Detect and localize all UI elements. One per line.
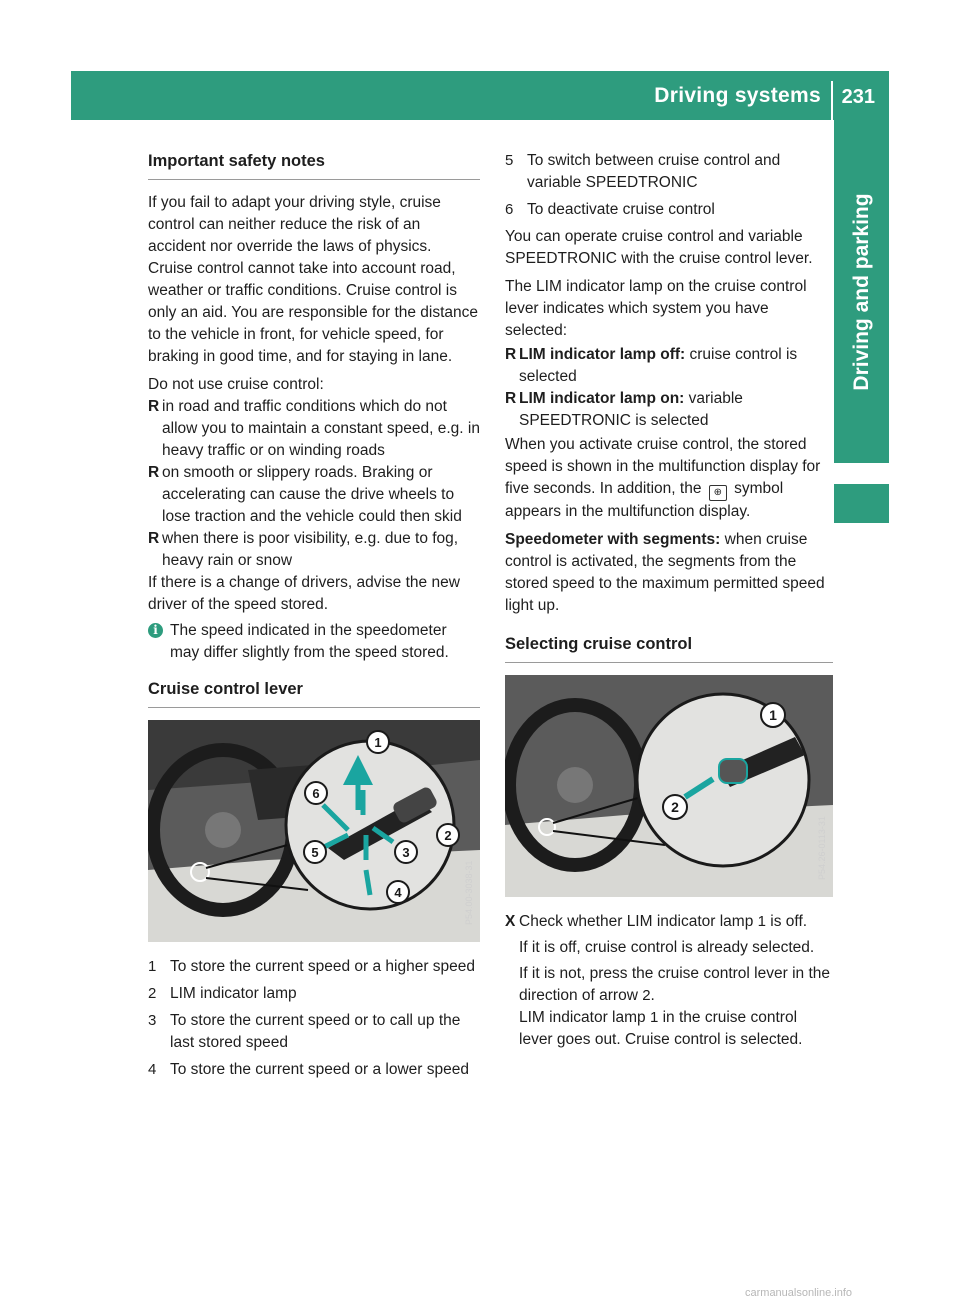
bullet-item: R in road and traffic conditions which do not allow you to maintain a constant speed, e.g. in heavy traffic or on winding roads xyxy=(148,398,480,459)
info-note: i The speed indicated in the speedometer may differ slightly from the speed stored. xyxy=(148,620,480,664)
figure-code: P54.00-3038-31 xyxy=(464,860,474,925)
select-figure xyxy=(505,675,833,897)
select-illustration xyxy=(505,675,833,897)
callout-5: 5 xyxy=(311,845,319,860)
bullet-item: R on smooth or slippery roads. Braking or accelerating can cause the drive wheels to lose traction and the vehicle could then skid xyxy=(148,464,462,525)
figure-code: P54.26-0113-31 xyxy=(817,816,827,880)
callout-4: 4 xyxy=(394,885,402,900)
callout-2: 2 xyxy=(671,799,679,815)
header-separator xyxy=(831,81,833,120)
legend-item: 2 LIM indicator lamp xyxy=(148,985,297,1002)
info-icon: i xyxy=(148,623,163,638)
bullet-item: R LIM indicator lamp off: cruise control is selected xyxy=(505,346,798,385)
legend-item: 3 To store the current speed or to call up the last stored speed xyxy=(148,1012,461,1051)
bullet-item: R LIM indicator lamp on: variable SPEEDTRONIC is selected xyxy=(505,390,743,429)
page-number: 231 xyxy=(841,86,875,108)
lim-paragraph: The LIM indicator lamp on the cruise control lever indicates which system you have selected: xyxy=(505,278,807,339)
right-column xyxy=(505,150,833,1055)
side-tab-label: Driving and parking xyxy=(849,192,873,391)
step-item: X Check whether LIM indicator lamp 1 is off. xyxy=(505,913,808,930)
header-title: Driving systems xyxy=(654,84,821,107)
legend-item: 4 To store the current speed or a lower speed xyxy=(148,1061,469,1078)
speedometer-paragraph: Speedometer with segments: when cruise control is activated, the segments from the stored speed to the maximum permitted speed light up. xyxy=(505,531,825,614)
side-tab xyxy=(834,120,889,463)
legend-item: 5 To switch between cruise control and variable SPEEDTRONIC xyxy=(505,152,781,191)
step-item: If it is not, press the cruise control lever in the direction of arrow 2. xyxy=(519,965,830,1004)
callout-1: 1 xyxy=(374,735,382,750)
legend-item: 1 To store the current speed or a higher speed xyxy=(148,958,476,975)
select-heading: Selecting cruise control xyxy=(505,633,833,663)
do-not-use-intro: Do not use cruise control: xyxy=(148,376,324,393)
footer-watermark: carmanualsonline.info xyxy=(745,1287,853,1299)
bullet-item: R when there is poor visibility, e.g. due to fog, heavy rain or snow xyxy=(148,530,459,569)
activation-paragraph: When you activate cruise control, the stored speed is shown in the multifunction display for five seconds. In addition, the ⊕ symbol appears in the multifunction display. xyxy=(505,436,821,520)
safety-heading: Important safety notes xyxy=(148,150,480,180)
driver-change-paragraph: If there is a change of drivers, advise the new driver of the speed stored. xyxy=(148,574,460,613)
callout-1: 1 xyxy=(769,707,777,723)
lever-illustration xyxy=(148,720,480,942)
page-header xyxy=(71,71,889,120)
callout-2: 2 xyxy=(444,828,452,843)
callout-3: 3 xyxy=(402,845,410,860)
operate-paragraph: You can operate cruise control and variable SPEEDTRONIC with the cruise control lever. xyxy=(505,228,813,267)
lever-heading: Cruise control lever xyxy=(148,678,480,708)
lever-figure xyxy=(148,720,480,942)
legend-item: 6 To deactivate cruise control xyxy=(505,201,715,218)
safety-paragraph: If you fail to adapt your driving style, cruise control can neither reduce the risk of an accident nor override the laws of physics. Cruise control cannot take into account road, weather or traffic conditions. Cruise control is only an aid. You are responsible for the distance to the vehicle in front, for vehicle speed, for braking in good time, and for staying in lane. xyxy=(148,194,479,365)
step-item: If it is off, cruise control is already selected. xyxy=(519,939,815,956)
callout-6: 6 xyxy=(312,786,320,801)
cruise-control-symbol-icon: ⊕ xyxy=(709,485,727,501)
side-marker xyxy=(834,484,889,523)
step-item: LIM indicator lamp 1 in the cruise control lever goes out. Cruise control is selected. xyxy=(519,1009,803,1048)
left-column xyxy=(148,150,480,1086)
